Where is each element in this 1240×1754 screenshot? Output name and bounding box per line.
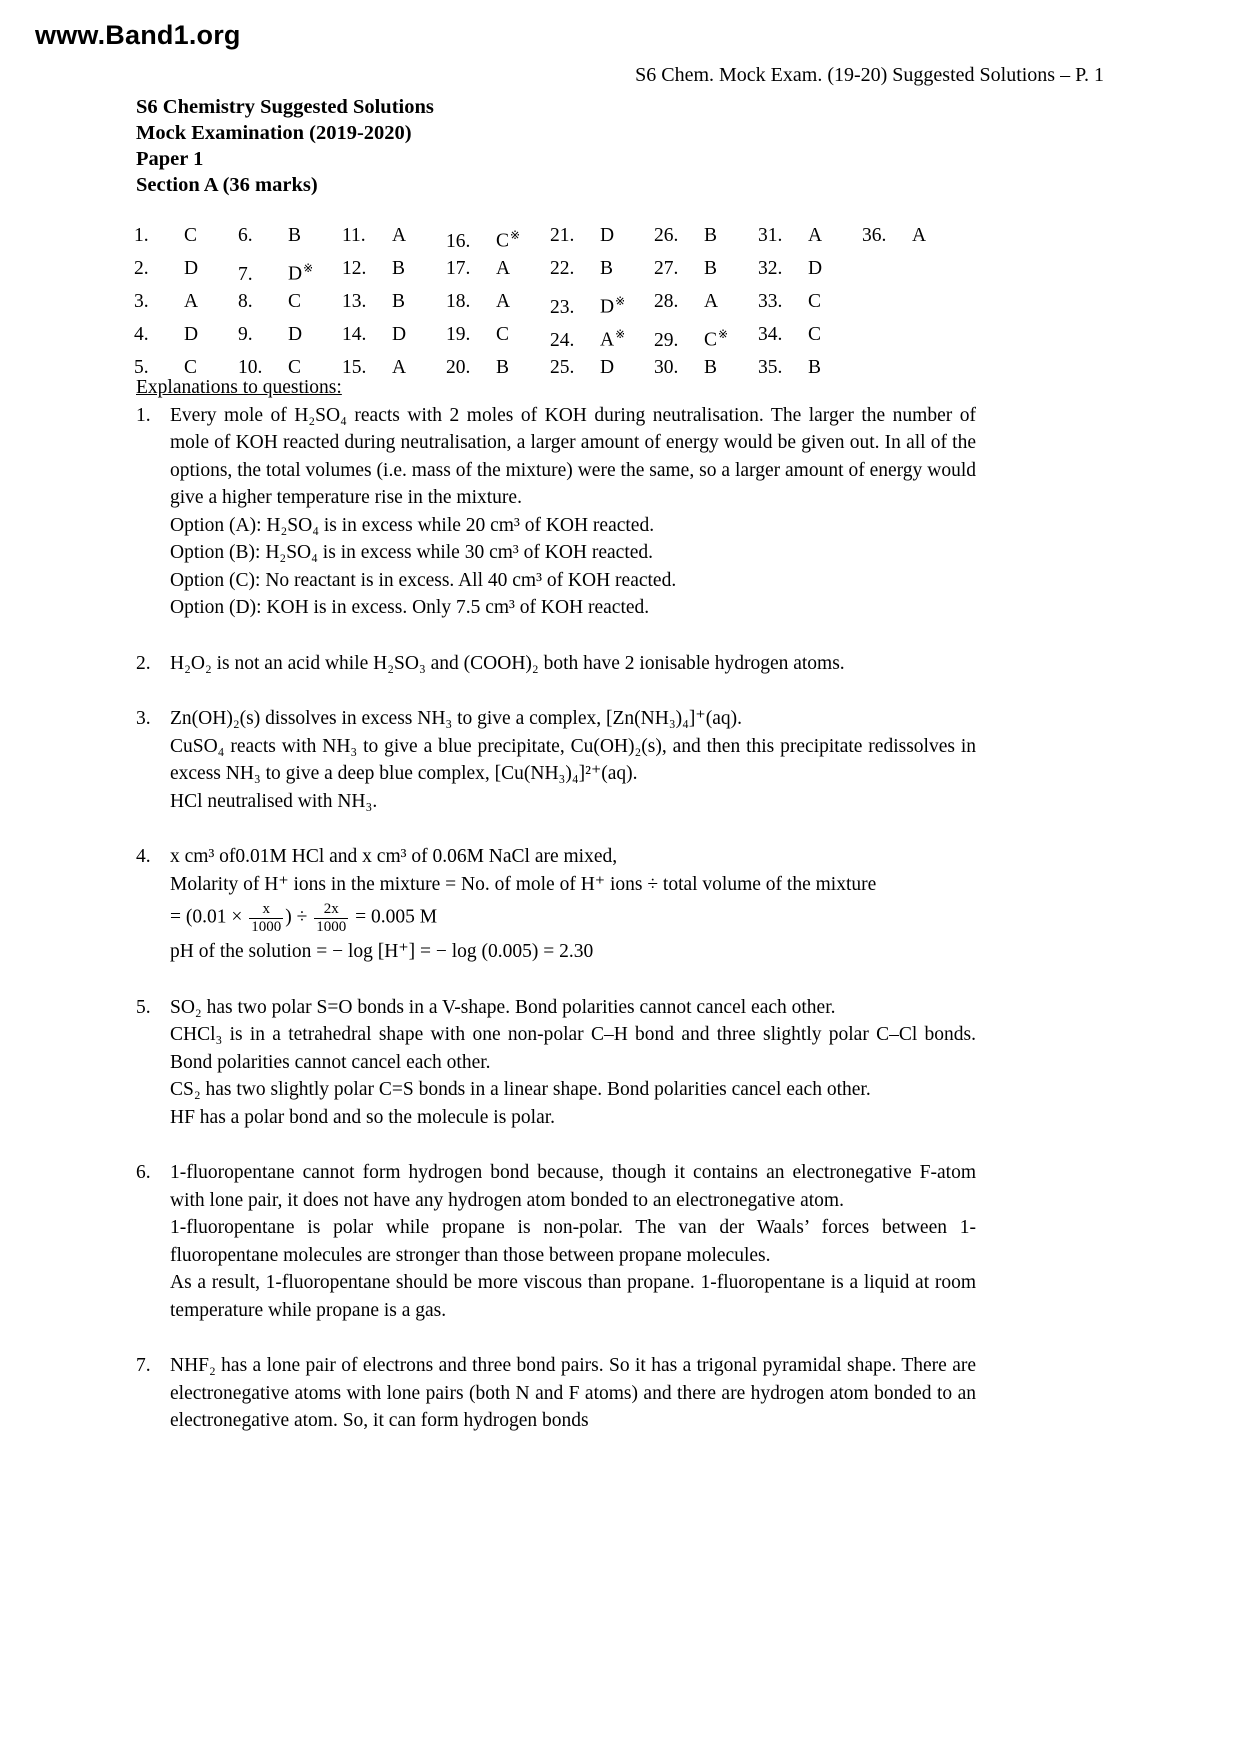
answer-cell xyxy=(342,321,446,354)
answer-number: 34. xyxy=(758,324,783,345)
explanation-body xyxy=(170,843,976,966)
answer-cell xyxy=(446,222,550,255)
answer-number: 32. xyxy=(758,258,783,279)
answer-letter: C xyxy=(496,324,510,345)
explanation-body xyxy=(170,1352,976,1435)
explanation-item xyxy=(136,1352,976,1435)
explanation-line: Zn(OH)₂(s) dissolves in excess NH₃ to give a complex, [Zn(NH₃)₄]⁺(aq). xyxy=(170,708,742,729)
answer-number: 13. xyxy=(342,291,367,312)
answer-letter: C xyxy=(184,225,198,246)
answer-number: 21. xyxy=(550,225,575,246)
answer-letter: A xyxy=(704,291,719,312)
answer-letter: B xyxy=(704,357,718,378)
answer-cell xyxy=(862,255,966,288)
answer-cell xyxy=(446,321,550,354)
answer-letter: D xyxy=(600,225,615,246)
answer-number: 16. xyxy=(446,230,471,252)
answer-letter: C xyxy=(184,357,198,378)
answer-number: 19. xyxy=(446,324,471,345)
title-line-exam: Mock Examination (2019-2020) xyxy=(136,122,412,144)
answer-number: 31. xyxy=(758,225,783,246)
answer-letter: A xyxy=(184,291,199,312)
answer-cell xyxy=(550,222,654,255)
formula-text: = (0.01 × xyxy=(170,906,248,928)
answer-letter: C xyxy=(808,291,822,312)
answer-cell xyxy=(862,321,966,354)
explanations-section xyxy=(136,374,976,1463)
answer-number: 12. xyxy=(342,258,367,279)
answer-number: 35. xyxy=(758,357,783,378)
answer-grid xyxy=(134,222,966,382)
answer-letter: D xyxy=(184,324,199,345)
answer-number: 18. xyxy=(446,291,471,312)
answer-number: 29. xyxy=(654,329,679,351)
answer-cell xyxy=(238,222,342,255)
answer-cell xyxy=(758,222,862,255)
answer-cell xyxy=(134,222,238,255)
answer-cell xyxy=(758,321,862,354)
answer-letter: B xyxy=(288,225,302,246)
fraction: $\frac{x}{1000}$ xyxy=(251,901,282,935)
answer-mark-icon: ※ xyxy=(718,327,729,341)
answer-number: 22. xyxy=(550,258,575,279)
explanation-line: Every mole of H₂SO₄ reacts with 2 moles of KOH during neutralisation. The larger the number of mole of KOH reacted during neutralisation, a larger amount of energy would be given out. In all of the options, the total volumes (i.e. mass of the mixture) were the same, so a larger amount of energy would give a higher temperature rise in the mixture. xyxy=(170,404,976,508)
answer-number: 36. xyxy=(862,225,887,246)
answer-cell xyxy=(758,288,862,321)
answer-letter: A xyxy=(496,258,511,279)
answer-letter: B xyxy=(392,291,406,312)
explanation-number: 1. xyxy=(136,404,151,426)
explanation-body xyxy=(170,650,976,678)
answer-letter: B xyxy=(496,357,510,378)
title-block xyxy=(136,94,434,198)
explanation-body xyxy=(170,705,976,815)
explanation-item xyxy=(136,650,976,678)
answer-number: 15. xyxy=(342,357,367,378)
answer-number: 8. xyxy=(238,291,253,312)
answer-letter: A xyxy=(600,329,615,351)
explanation-line: CHCl₃ is in a tetrahedral shape with one non-polar C–H bond and three slightly polar C–Cl bonds. Bond polarities cannot cancel each other. xyxy=(170,1024,976,1073)
answer-cell xyxy=(550,288,654,321)
answer-cell xyxy=(862,288,966,321)
answer-number: 26. xyxy=(654,225,679,246)
explanation-line: Molarity of H⁺ ions in the mixture = No. of mole of H⁺ ions ÷ total volume of the mixture xyxy=(170,873,877,895)
answer-number: 23. xyxy=(550,296,575,318)
explanation-line: Option (C): No reactant is in excess. All 40 cm³ of KOH reacted. xyxy=(170,569,677,591)
explanation-line: 1-fluoropentane is polar while propane is non-polar. The van der Waals’ forces between 1-fluoropentane molecules are stronger than those between propane molecules. xyxy=(170,1217,976,1266)
explanation-line: Option (A): H₂SO₄ is in excess while 20 cm³ of KOH reacted. xyxy=(170,514,655,536)
answer-number: 9. xyxy=(238,324,253,345)
title-line-section: Section A (36 marks) xyxy=(136,174,318,196)
answer-letter: D xyxy=(288,324,303,345)
explanation-number: 5. xyxy=(136,996,151,1018)
answer-letter: D xyxy=(184,258,199,279)
answer-cell xyxy=(862,222,966,255)
answer-number: 5. xyxy=(134,357,149,378)
answer-cell xyxy=(654,255,758,288)
answer-mark-icon: ※ xyxy=(615,294,626,308)
answer-number: 28. xyxy=(654,291,679,312)
answer-letter: D xyxy=(808,258,823,279)
answer-letter: D xyxy=(288,263,303,285)
answer-number: 25. xyxy=(550,357,575,378)
explanation-item xyxy=(136,843,976,966)
answer-cell xyxy=(550,255,654,288)
answer-letter: B xyxy=(704,225,718,246)
answer-letter: C xyxy=(704,329,718,351)
answer-number: 17. xyxy=(446,258,471,279)
explanation-number: 6. xyxy=(136,1162,151,1183)
explanation-line: Option (D): KOH is in excess. Only 7.5 cm³ of KOH reacted. xyxy=(170,597,650,618)
answer-mark-icon: ※ xyxy=(303,261,314,275)
explanation-number: 7. xyxy=(136,1355,151,1376)
answer-letter: B xyxy=(808,357,822,378)
fraction: $\frac{2x}{1000}$ xyxy=(316,901,347,935)
answer-cell xyxy=(654,321,758,354)
answer-cell xyxy=(550,321,654,354)
answer-letter: A xyxy=(912,225,927,246)
answer-number: 14. xyxy=(342,324,367,345)
answer-number: 30. xyxy=(654,357,679,378)
explanation-line: 1-fluoropentane cannot form hydrogen bond because, though it contains an electronegative F-atom with lone pair, it does not have any hydrogen atom bonded to an electronegative atom. xyxy=(170,1162,976,1211)
answer-number: 2. xyxy=(134,258,149,279)
answer-cell xyxy=(654,288,758,321)
site-logo-text: www.Band1.org xyxy=(35,20,241,50)
answer-letter: C xyxy=(288,291,302,312)
answer-cell xyxy=(654,222,758,255)
explanations-heading: Explanations to questions: xyxy=(136,377,342,398)
explanation-line: As a result, 1-fluoropentane should be more viscous than propane. 1-fluoropentane is a liquid at room temperature while propane is a gas. xyxy=(170,1272,976,1321)
answer-letter: B xyxy=(600,258,614,279)
answer-number: 3. xyxy=(134,291,149,312)
explanation-line: NHF₂ has a lone pair of electrons and three bond pairs. So it has a trigonal pyramidal shape. There are electronegative atoms with lone pairs (both N and F atoms) and there are hydrogen atom bonded to an electronegative atom. So, it can form hydrogen bonds xyxy=(170,1355,976,1431)
explanation-line: HF has a polar bond and so the molecule is polar. xyxy=(170,1106,556,1128)
answer-number: 7. xyxy=(238,263,253,285)
title-line-subject: S6 Chemistry Suggested Solutions xyxy=(136,96,434,118)
answer-cell xyxy=(446,288,550,321)
explanation-line: Option (B): H₂SO₄ is in excess while 30 cm³ of KOH reacted. xyxy=(170,542,654,563)
explanation-body xyxy=(170,994,976,1132)
answer-letter: A xyxy=(392,357,407,378)
explanation-item xyxy=(136,705,976,815)
explanation-line: SO₂ has two polar S=O bonds in a V-shape. Bond polarities cannot cancel each other. xyxy=(170,996,836,1018)
explanation-line: CS₂ has two slightly polar C=S bonds in a linear shape. Bond polarities cancel each other. xyxy=(170,1079,871,1100)
answer-cell xyxy=(446,255,550,288)
answer-number: 10. xyxy=(238,357,263,378)
answer-cell xyxy=(342,255,446,288)
explanation-line xyxy=(170,898,976,938)
explanation-line: HCl neutralised with NH₃. xyxy=(170,790,378,812)
answer-number: 24. xyxy=(550,329,575,351)
explanation-line: pH of the solution = − log [H⁺] = − log (0.005) = 2.30 xyxy=(170,941,594,962)
answer-cell xyxy=(758,255,862,288)
answer-number: 6. xyxy=(238,225,253,246)
explanation-line: CuSO₄ reacts with NH₃ to give a blue precipitate, Cu(OH)₂(s), and then this precipitate redissolves in excess NH₃ to give a deep blue complex, [Cu(NH₃)₄]²⁺(aq). xyxy=(170,735,976,784)
explanation-line: H₂O₂ is not an acid while H₂SO₃ and (COOH)₂ both have 2 ionisable hydrogen atoms. xyxy=(170,652,845,674)
explanation-body xyxy=(170,402,976,622)
answer-letter: D xyxy=(600,296,615,318)
explanation-number: 2. xyxy=(136,652,151,674)
explanation-line: x cm³ of0.01M HCl and x cm³ of 0.06M NaCl are mixed, xyxy=(170,846,618,867)
explanations-list xyxy=(136,402,976,1435)
answer-number: 11. xyxy=(342,225,366,246)
answer-letter: A xyxy=(808,225,823,246)
title-line-paper: Paper 1 xyxy=(136,148,204,170)
explanation-item xyxy=(136,994,976,1132)
answer-number: 27. xyxy=(654,258,679,279)
answer-mark-icon: ※ xyxy=(615,327,626,341)
answer-cell xyxy=(238,255,342,288)
explanation-item xyxy=(136,402,976,622)
answer-cell xyxy=(134,255,238,288)
page-header: S6 Chem. Mock Exam. (19-20) Suggested Solutions – P. 1 xyxy=(635,64,1104,86)
answer-letter: D xyxy=(392,324,407,345)
answer-letter: B xyxy=(392,258,406,279)
answer-number: 4. xyxy=(134,324,149,345)
answer-mark-icon: ※ xyxy=(510,228,521,242)
explanation-item xyxy=(136,1159,976,1324)
answer-cell xyxy=(342,222,446,255)
formula-text: ) ÷ xyxy=(285,906,313,928)
answer-letter: B xyxy=(704,258,718,279)
formula-text: = 0.005 M xyxy=(350,906,438,928)
answer-cell xyxy=(238,288,342,321)
answer-letter: D xyxy=(600,357,615,378)
answer-letter: C xyxy=(808,324,822,345)
explanation-number: 4. xyxy=(136,846,151,867)
answer-letter: C xyxy=(496,230,510,252)
explanation-number: 3. xyxy=(136,708,151,729)
answer-number: 20. xyxy=(446,357,471,378)
answer-number: 33. xyxy=(758,291,783,312)
explanation-body xyxy=(170,1159,976,1324)
answer-letter: C xyxy=(288,357,302,378)
answer-number: 1. xyxy=(134,225,149,246)
answer-letter: A xyxy=(496,291,511,312)
answer-cell xyxy=(134,321,238,354)
answer-cell xyxy=(342,288,446,321)
answer-cell xyxy=(134,288,238,321)
answer-letter: A xyxy=(392,225,407,246)
answer-cell xyxy=(238,321,342,354)
